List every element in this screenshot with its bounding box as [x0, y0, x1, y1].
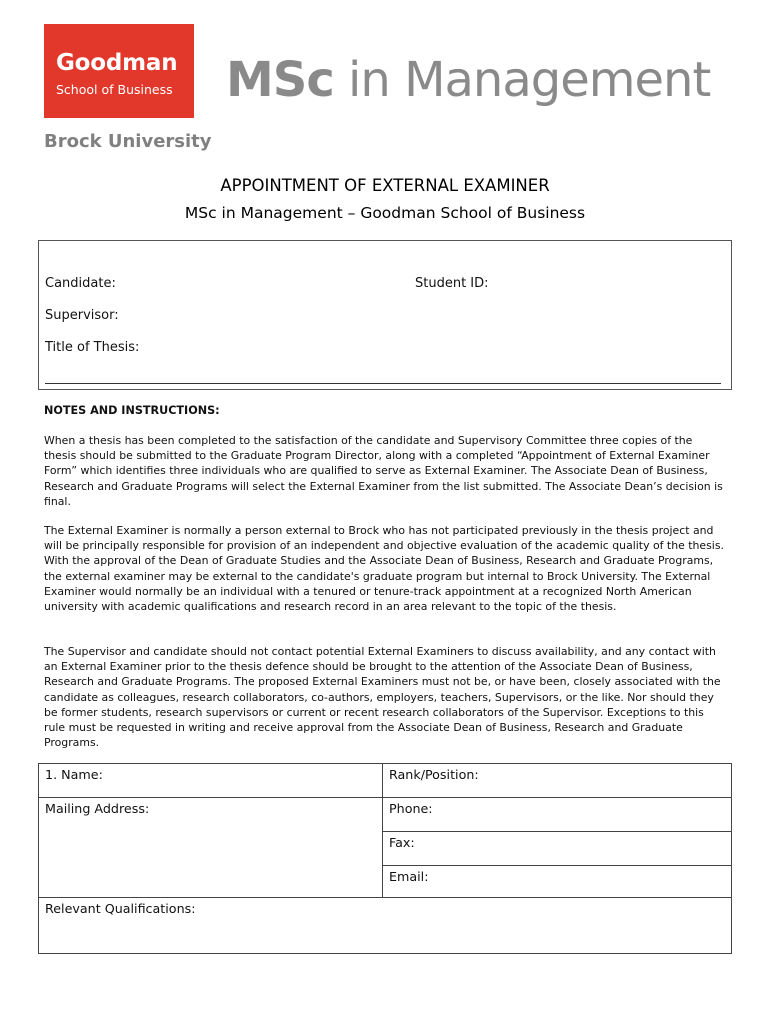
student-id-field[interactable]: Student ID:	[415, 276, 489, 291]
examiner-address-cell[interactable]: Mailing Address:	[39, 798, 383, 898]
notes-paragraph-2: The External Examiner is normally a person external to Brock who has not participated previously in the thesis project and will be principally responsible for provision of an independent and objective evaluation of the academic quality of the thesis. With the approval of the Dean of Graduate Studies and the Associate Dean of Business, Research and Graduate Programs, the external examiner may be external to the candidate's graduate program but internal to Brock University. The External Examiner would normally be an individual with a tenured or tenure-track appointment at a recognized North American university with academic qualifications and research record in an area relevant to the topic of the thesis.	[44, 524, 724, 614]
notes-heading: NOTES AND INSTRUCTIONS:	[44, 404, 220, 417]
university-name: Brock University	[44, 131, 212, 152]
logo-name: Goodman	[56, 50, 178, 76]
form-title: APPOINTMENT OF EXTERNAL EXAMINER	[220, 176, 550, 195]
examiner-fax-cell[interactable]: Fax:	[383, 832, 732, 866]
examiner-email-cell[interactable]: Email:	[383, 866, 732, 898]
examiner-phone-cell[interactable]: Phone:	[383, 798, 732, 832]
logo-subtitle: School of Business	[56, 82, 173, 97]
notes-paragraph-3: The Supervisor and candidate should not contact potential External Examiners to discuss availability, and any contact with an External Examiner prior to the thesis defence should be brought to the attention of the Associate Dean of Business, Research and Graduate Programs. The proposed External Examiners must not be, or have been, closely associated with the candidate as colleagues, research collaborators, co-authors, employers, teachers, Supervisors, or the like. Nor should they be former students, research supervisors or current or recent research collaborators of the Supervisor. Exceptions to this rule must be requested in writing and receive approval from the Associate Dean of Business, Research and Graduate Programs.	[44, 645, 721, 750]
form-subtitle: MSc in Management – Goodman School of Business	[184, 204, 586, 222]
thesis-title-line	[45, 383, 721, 384]
supervisor-field[interactable]: Supervisor:	[45, 308, 119, 323]
program-bold: MSc	[226, 52, 334, 108]
examiner-rank-cell[interactable]: Rank/Position:	[383, 764, 732, 798]
goodman-logo	[44, 24, 194, 118]
program-rest: in Management	[333, 52, 711, 108]
examiner-table	[38, 763, 732, 954]
candidate-info-box	[38, 240, 732, 390]
examiner-qualifications-cell[interactable]: Relevant Qualifications:	[39, 898, 732, 954]
notes-paragraph-1: When a thesis has been completed to the satisfaction of the candidate and Supervisory Committee three copies of the thesis should be submitted to the Graduate Program Director, along with a completed “Appointment of External Examiner Form” which identifies three individuals who are qualified to serve as External Examiner. The Associate Dean of Business, Research and Graduate Programs will select the External Examiner from the list submitted. The Associate Dean’s decision is final.	[44, 434, 723, 508]
thesis-title-field[interactable]: Title of Thesis:	[45, 340, 140, 355]
examiner-name-cell[interactable]: 1. Name:	[39, 764, 383, 798]
candidate-field[interactable]: Candidate:	[45, 276, 116, 291]
program-heading	[226, 52, 710, 108]
